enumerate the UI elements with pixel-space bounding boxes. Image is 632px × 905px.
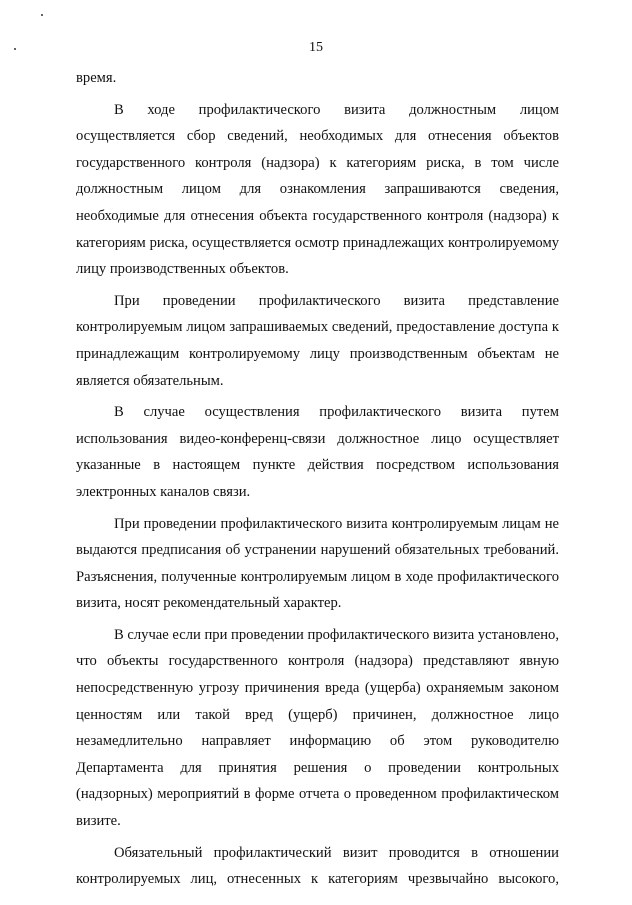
paragraph: При проведении профилактического визита представление контролируемым лицом запрашиваемых сведений, предоставление доступа к принадлежащим контролируемому лицу производственным объектам не является обязательным. — [76, 292, 559, 389]
scan-speck — [41, 14, 43, 16]
paragraph: время. — [76, 70, 117, 86]
paragraph: В случае если при проведении профилактического визита установлено, что объекты государственного контроля (надзора) представляют явную непосредственную угрозу причинения вреда (ущерба) охраняемым законом ценностям или такой вред (ущерб) причинен, должностное лицо незамедлительно направляет информацию об этом руководителю Департамента для принятия решения о проведении контрольных (надзорных) мероприятий в форме отчета о проведенном профилактическом визите. — [76, 626, 559, 830]
document-body — [76, 65, 559, 893]
paragraph: Обязательный профилактический визит проводится в отношении контролируемых лиц, отнесенных к категориям чрезвычайно высокого, — [76, 844, 559, 888]
paragraph: При проведении профилактического визита контролируемым лицам не выдаются предписания об устранении нарушений обязательных требований. Разъяснения, полученные контролируемым лицом в ходе профилактического визита, носят рекомендательный характер. — [76, 515, 559, 612]
paragraph: В ходе профилактического визита должностным лицом осуществляется сбор сведений, необходимых для отнесения объектов государственного контроля (надзора) к категориям риска, в том числе должностным лицом для ознакомления запрашиваются сведения, необходимые для отнесения объекта государственного контроля (надзора) к категориям риска, осуществляется осмотр принадлежащих контролируемому лицу производственных объектов. — [76, 101, 559, 278]
paragraph: В случае осуществления профилактического визита путем использования видео-конференц-связи должностное лицо осуществляет указанные в настоящем пункте действия посредством использования электронных каналов связи. — [76, 404, 559, 500]
page-number: 15 — [309, 40, 323, 55]
